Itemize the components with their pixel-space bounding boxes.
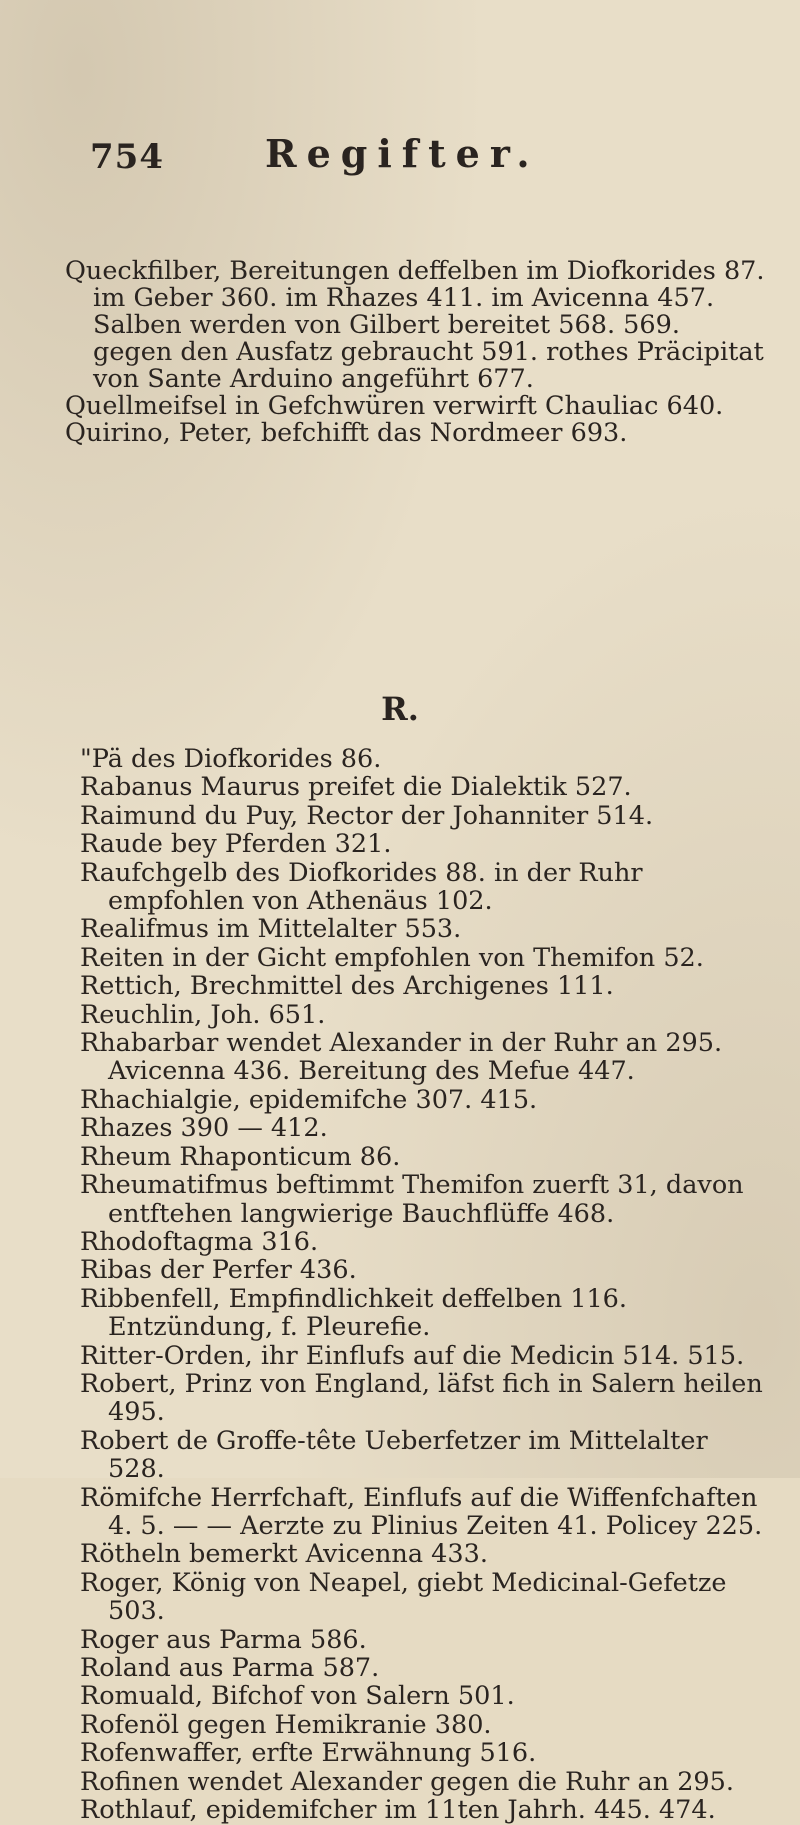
index-entry: Reuchlin, Joh. 651.	[80, 999, 326, 1030]
index-entry: Rhodoftagma 316.	[80, 1226, 319, 1257]
index-entry: Realifmus im Mittelalter 553.	[80, 914, 462, 945]
page-header	[90, 131, 740, 187]
index-entry: Raufchgelb des Diofkorides 88. in der Ruhr empfohlen von Athenäus 102.	[80, 857, 643, 917]
section-letter: R.	[381, 690, 419, 728]
index-entry: Queckfilber, Bereitungen deffelben im Diofkorides 87. im Geber 360. im Rhazes 411. im Avicenna 457. Salben werden von Gilbert bereitet 568. 569. gegen den Ausfatz gebraucht 591. rothes Präcipitat von Sante Arduino angeführt 677.	[65, 256, 765, 394]
index-entry: Rothlauf, epidemifcher im 11ten Jahrh. 445. 474.	[80, 1795, 716, 1825]
index-entry: Robert de Groffe-tête Ueberfetzer im Mittelalter 528.	[80, 1425, 708, 1485]
index-entry: Ribbenfell, Empfindlichkeit deffelben 116. Entzündung, f. Pleurefie.	[80, 1283, 628, 1343]
index-entry: "Pä des Diofkorides 86.	[80, 744, 382, 774]
index-entry: Römifche Herrfchaft, Einflufs auf die Wiffenfchaften 4. 5. — — Aerzte zu Plinius Zeiten 41. Policey 225.	[80, 1482, 763, 1541]
index-entries-r	[80, 745, 770, 1824]
index-entry: Quellmeifsel in Gefchwüren verwirft Chauliac 640.	[65, 391, 724, 421]
index-entry: Roger aus Parma 586.	[80, 1624, 367, 1655]
index-entry: Rheum Rhaponticum 86.	[80, 1141, 401, 1172]
index-entry: Robert, Prinz von England, läfst fich in Salern heilen 495.	[80, 1368, 763, 1428]
index-entry: Quirino, Peter, befchifft das Nordmeer 693.	[65, 418, 628, 448]
index-entry: Rhazes 390 — 412.	[80, 1113, 328, 1144]
index-entries-q	[65, 258, 765, 447]
index-entry: Rabanus Maurus preifet die Dialektik 527.	[80, 772, 632, 803]
index-entry: Roger, König von Neapel, giebt Medicinal-Gefetze 503.	[80, 1567, 727, 1627]
index-entry: Rofinen wendet Alexander gegen die Ruhr an 295.	[80, 1766, 734, 1797]
index-entry: Roland aus Parma 587.	[80, 1653, 380, 1683]
index-entry: Rhabarbar wendet Alexander in der Ruhr an 295. Avicenna 436. Bereitung des Mefue 447.	[80, 1028, 723, 1087]
index-entry: Rofenöl gegen Hemikranie 380.	[80, 1709, 492, 1740]
index-entry: Rötheln bemerkt Avicenna 433.	[80, 1539, 488, 1570]
page-number: 754	[90, 137, 164, 177]
index-entry: Raude bey Pferden 321.	[80, 829, 392, 860]
index-entry: Raimund du Puy, Rector der Johanniter 514.	[80, 800, 654, 831]
index-entry: Romuald, Bifchof von Salern 501.	[80, 1681, 515, 1712]
index-entry: Rhachialgie, epidemifche 307. 415.	[80, 1084, 538, 1115]
running-title: Regifter.	[265, 131, 540, 176]
index-entry: Rofenwaffer, erfte Erwähnung 516.	[80, 1738, 537, 1769]
index-entry: Rettich, Brechmittel des Archigenes 111.	[80, 971, 614, 1002]
index-entry: Ritter-Orden, ihr Einflufs auf die Medicin 514. 515.	[80, 1340, 745, 1371]
index-entry: Rheumatifmus beftimmt Themifon zuerft 31, davon entftehen langwierige Bauchflüffe 468.	[80, 1170, 744, 1229]
index-entry: Ribas der Perfer 436.	[80, 1255, 357, 1286]
index-entry: Reiten in der Gicht empfohlen von Themifon 52.	[80, 942, 704, 973]
